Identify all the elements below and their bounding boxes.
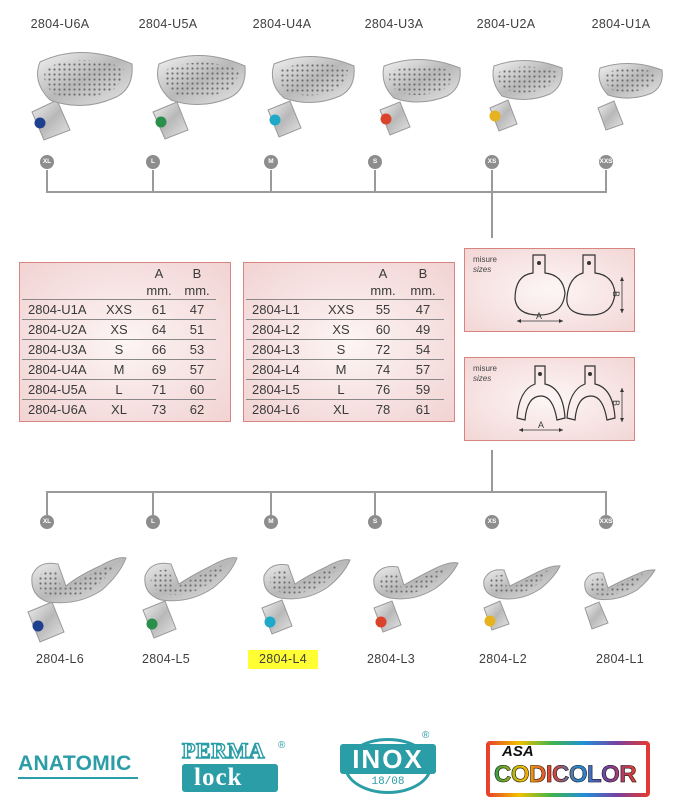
- size-badge-m: M: [264, 515, 278, 529]
- dim-b-label: B: [611, 399, 622, 407]
- size-badge-xxs: XXS: [599, 155, 613, 169]
- measure-label: misure sizes: [473, 364, 498, 383]
- upper-trays: [0, 32, 686, 142]
- dim-a-label: A: [536, 311, 543, 321]
- lower-tray-5: [484, 566, 560, 630]
- lower-tray-4: [374, 563, 458, 632]
- lower-code-4: 2804-L3: [367, 652, 415, 666]
- upper-tray-3: [268, 56, 354, 137]
- measure-label: misure sizes: [473, 255, 498, 274]
- upper-code-6: 2804-U1A: [591, 17, 651, 31]
- table-row: 2804-L1 XXS 55 47: [246, 300, 444, 320]
- lower-code-1: 2804-L6: [36, 652, 84, 666]
- connector: [491, 170, 493, 238]
- dim-a-label: A: [538, 420, 545, 430]
- upper-code-2: 2804-U5A: [138, 17, 198, 31]
- table-row: 2804-U2A XS 64 51: [22, 320, 216, 340]
- perma-lock-logo: PERMA ® lock: [182, 738, 286, 791]
- size-badge-l: L: [146, 515, 160, 529]
- table-row: 2804-L5 L 76 59: [246, 380, 444, 400]
- size-table-lower: A B mm. mm. 2804-L1 XXS 55 47 2804-L2 XS 60 49 2804-L3 S 72 54 2804-L4 M 74 57 2804-L5 L 76 59 2804-L6 XL 78 61: [243, 262, 455, 422]
- lower-code-2: 2804-L5: [142, 652, 190, 666]
- connector: [605, 491, 607, 515]
- connector: [270, 491, 272, 515]
- lower-tray-1: [28, 558, 126, 642]
- upper-code-4: 2804-U3A: [364, 17, 424, 31]
- table-row: 2804-U6A XL 73 62: [22, 400, 216, 420]
- lower-tray-3: [262, 560, 350, 634]
- dim-b-label: B: [611, 290, 622, 298]
- size-badge-xs: XS: [485, 515, 499, 529]
- connector: [374, 170, 376, 192]
- size-badge-xl: XL: [40, 155, 54, 169]
- size-badge-xxs: XXS: [599, 515, 613, 529]
- upper-tray-6: [598, 63, 662, 130]
- lower-code-6: 2804-L1: [596, 652, 644, 666]
- connector-bar: [46, 491, 607, 493]
- upper-tray-2: [153, 55, 245, 139]
- size-badge-m: M: [264, 155, 278, 169]
- connector: [152, 170, 154, 192]
- upper-code-3: 2804-U4A: [252, 17, 312, 31]
- connector: [46, 491, 48, 515]
- lower-code-5: 2804-L2: [479, 652, 527, 666]
- table-row: 2804-U4A M 69 57: [22, 360, 216, 380]
- lower-tray-2: [143, 558, 237, 638]
- connector: [270, 170, 272, 192]
- measure-diagram-upper: [464, 248, 635, 332]
- table-row: 2804-L2 XS 60 49: [246, 320, 444, 340]
- connector: [605, 170, 607, 192]
- size-badge-s: S: [368, 515, 382, 529]
- lower-code-3-highlighted: 2804-L4: [248, 650, 318, 669]
- connector: [152, 491, 154, 515]
- size-badge-l: L: [146, 155, 160, 169]
- inox-logo: INOX 18/08 ®: [340, 736, 440, 798]
- table-row: 2804-L6 XL 78 61: [246, 400, 444, 420]
- size-badge-xs: XS: [485, 155, 499, 169]
- connector-bar: [46, 191, 607, 193]
- size-table-upper: A B mm. mm. 2804-U1A XXS 61 47 2804-U2A XS 64 51 2804-U3A S 66 53 2804-U4A M 69 57 2804-U5A L 71 60 2804-U6A XL 73 62: [19, 262, 231, 422]
- upper-code-1: 2804-U6A: [30, 17, 90, 31]
- connector: [374, 491, 376, 515]
- connector: [46, 170, 48, 192]
- upper-code-5: 2804-U2A: [476, 17, 536, 31]
- lower-tray-6: [585, 570, 655, 629]
- tray-outline-diagram: [465, 249, 634, 331]
- measure-diagram-lower: [464, 357, 635, 441]
- color-dot-blue: [35, 118, 46, 129]
- size-badge-xl: XL: [40, 515, 54, 529]
- upper-tray-1: [32, 52, 132, 140]
- tray-outline-diagram: [465, 358, 634, 440]
- size-badge-s: S: [368, 155, 382, 169]
- table-row: 2804-U5A L 71 60: [22, 380, 216, 400]
- lower-trays: [0, 540, 686, 645]
- upper-tray-4: [380, 59, 460, 135]
- table-row: 2804-L3 S 72 54: [246, 340, 444, 360]
- table-row: 2804-U1A XXS 61 47: [22, 300, 216, 320]
- table-row: 2804-U3A S 66 53: [22, 340, 216, 360]
- anatomic-logo: ANATOMIC: [18, 752, 138, 784]
- asa-codicolor-logo: ASA CODICOLOR: [486, 741, 650, 797]
- table-row: 2804-L4 M 74 57: [246, 360, 444, 380]
- upper-tray-5: [490, 60, 563, 131]
- connector: [491, 450, 493, 492]
